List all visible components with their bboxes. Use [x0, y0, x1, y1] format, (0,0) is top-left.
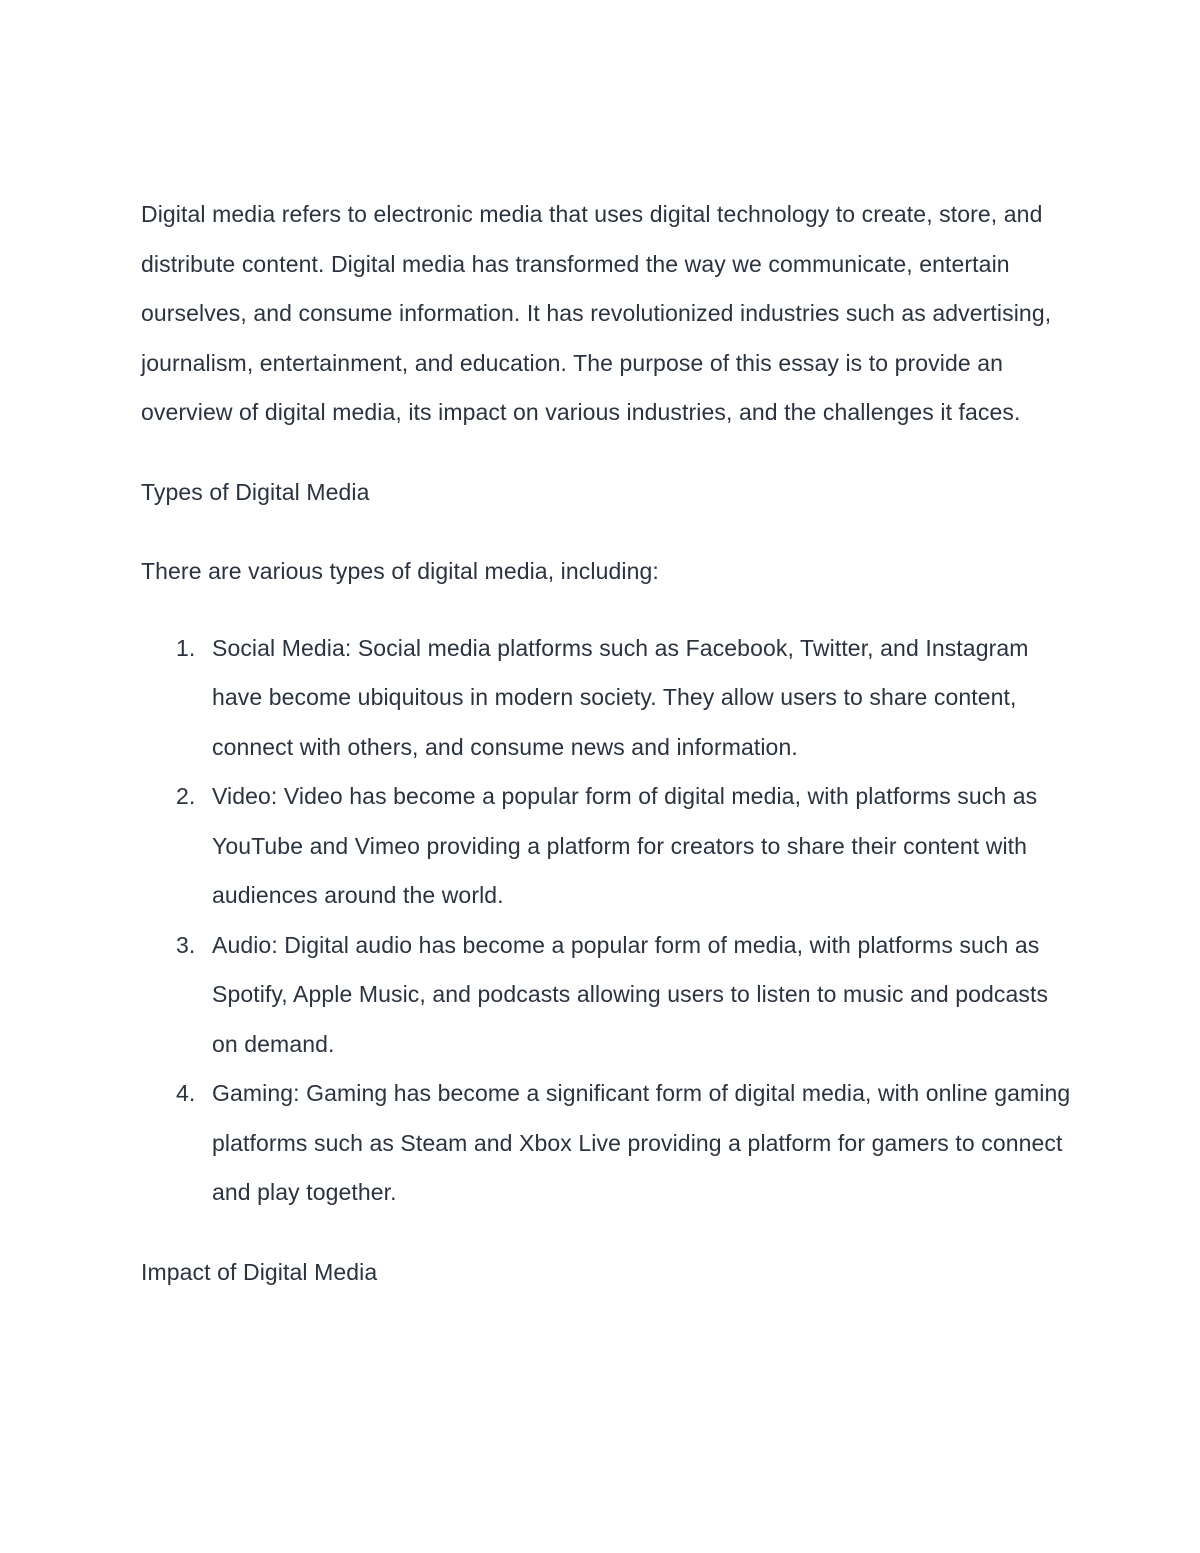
- list-item: [176, 1069, 1071, 1218]
- types-list: [141, 624, 1071, 1218]
- list-item-number: 1.: [176, 634, 196, 661]
- list-item-text: Video: Video has become a popular form of digital media, with platforms such as YouTube and Vimeo providing a platform for creators to share their content with audiences around the world.: [212, 783, 1038, 908]
- list-item-text: Gaming: Gaming has become a significant form of digital media, with online gaming platforms such as Steam and Xbox Live providing a platform for gamers to connect and play together.: [212, 1080, 1071, 1205]
- document-body: [141, 190, 1071, 1297]
- intro-paragraph: Digital media refers to electronic media that uses digital technology to create, store, and distribute content. Digital media has transformed the way we communicate, entertain ourselves, and consume information. It has revolutionized industries such as advertising, journalism, entertainment, and education. The purpose of this essay is to provide an overview of digital media, its impact on various industries, and the challenges it faces.: [141, 201, 1052, 425]
- list-item-number: 4.: [176, 1080, 196, 1106]
- list-item-text: Audio: Digital audio has become a popular form of media, with platforms such as Spotify, Apple Music, and podcasts allowing users to listen to music and podcasts on demand.: [212, 931, 1049, 1057]
- list-item-number: 3.: [176, 931, 196, 958]
- list-item-number: 2.: [176, 783, 196, 809]
- list-item: [176, 772, 1071, 921]
- list-item-text: Social Media: Social media platforms such as Facebook, Twitter, and Instagram have become ubiquitous in modern society. They allow users to share content, connect with others, and consume news and information.: [212, 634, 1029, 760]
- types-lead-paragraph: There are various types of digital media, including:: [141, 558, 659, 584]
- list-item: [176, 921, 1071, 1070]
- section-heading-impact: Impact of Digital Media: [141, 1258, 378, 1285]
- section-heading-types: Types of Digital Media: [141, 478, 370, 505]
- list-item: [176, 624, 1071, 773]
